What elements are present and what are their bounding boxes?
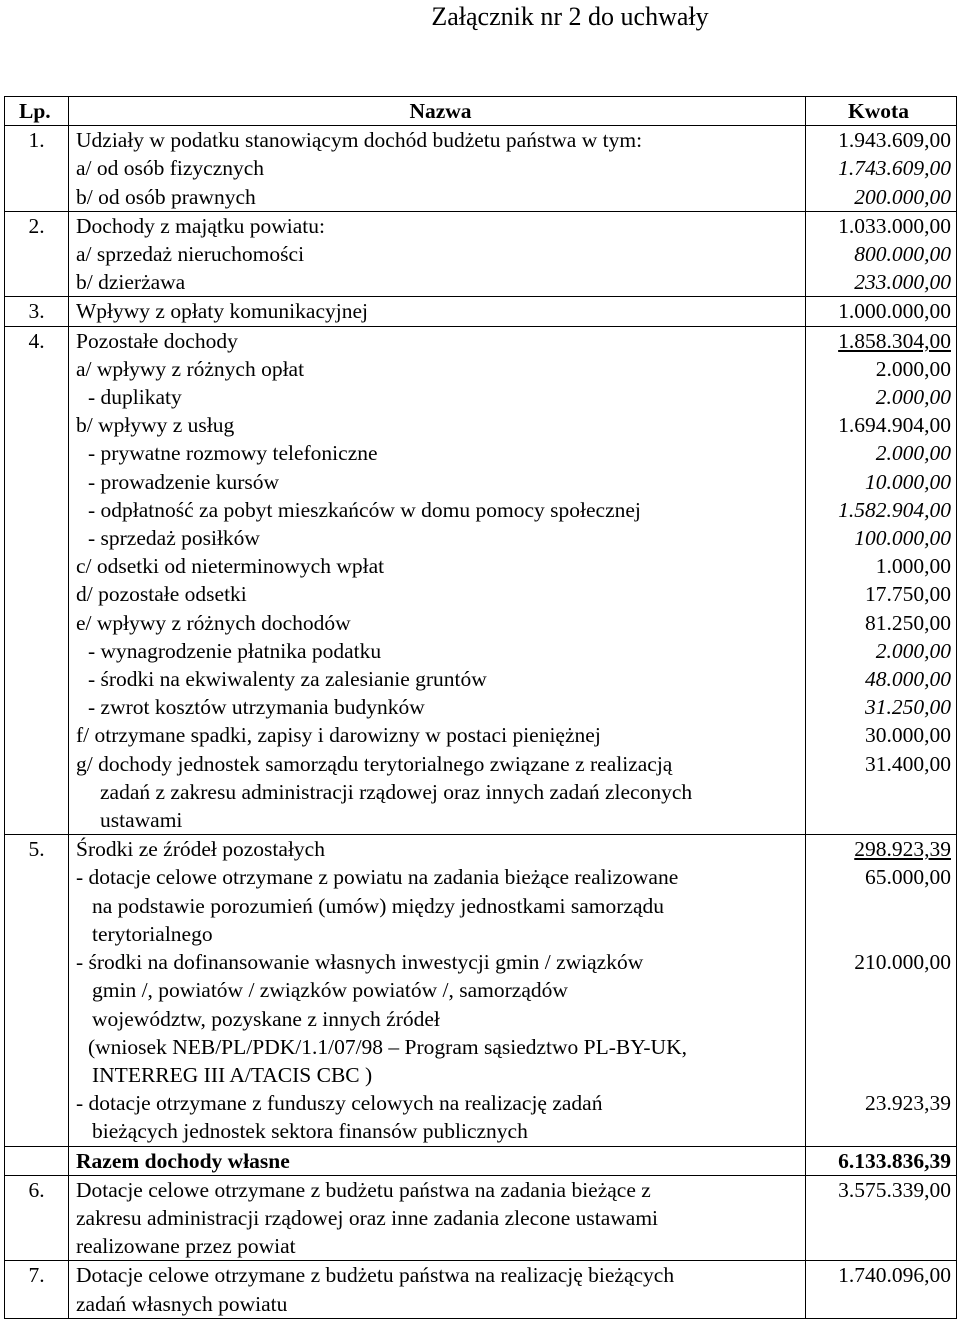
header-amount: Kwota — [806, 97, 957, 126]
amount-value — [806, 778, 951, 806]
row-description — [69, 1146, 806, 1175]
description-line: b/ od osób prawnych — [76, 184, 256, 209]
row-description — [69, 835, 806, 1146]
amount-value: 2.000,00 — [875, 441, 951, 466]
row-description — [69, 1175, 806, 1261]
amount-value: 210.000,00 — [854, 950, 951, 975]
description-line: c/ odsetki od nieterminowych wpłat — [76, 554, 385, 579]
amount-value: 1.582.904,00 — [838, 497, 951, 522]
revenue-table — [4, 96, 957, 1319]
header-name: Nazwa — [69, 97, 806, 126]
amount-value — [806, 1204, 951, 1232]
table-header-row — [5, 97, 957, 126]
row-amounts — [806, 126, 957, 212]
amount-value: 81.250,00 — [865, 610, 951, 635]
description-line: a/ wpływy z różnych opłat — [76, 356, 305, 381]
description-line: - wynagrodzenie płatnika podatku — [88, 638, 382, 663]
description-line: Dotacje celowe otrzymane z budżetu państwa na zadania bieżące z — [76, 1177, 651, 1202]
table-row — [5, 1146, 957, 1175]
table-row — [5, 1261, 957, 1318]
amount-value: 31.400,00 — [865, 751, 951, 776]
table-row — [5, 835, 957, 1146]
description-line: a/ od osób fizycznych — [76, 156, 265, 181]
row-number: 1. — [5, 126, 69, 212]
amount-value — [806, 976, 951, 1004]
amount-value: 23.923,39 — [865, 1091, 951, 1116]
row-amounts — [806, 326, 957, 835]
description-line: województw, pozyskane z innych źródeł — [92, 1006, 440, 1031]
description-line: - odpłatność za pobyt mieszkańców w domu pomocy społecznej — [88, 497, 641, 522]
description-line: - zwrot kosztów utrzymania budynków — [88, 695, 425, 720]
row-number: 4. — [5, 326, 69, 835]
description-line: zadań z zakresu administracji rządowej oraz innych zadań zleconych — [100, 779, 693, 804]
row-number: 2. — [5, 211, 69, 297]
amount-value — [806, 1005, 951, 1033]
description-line: e/ wpływy z różnych dochodów — [76, 610, 351, 635]
amount-value: 2.000,00 — [875, 356, 951, 381]
row-amounts — [806, 297, 957, 326]
description-line: zakresu administracji rządowej oraz inne zadania zlecone ustawami — [76, 1205, 659, 1230]
description-line: realizowane przez powiat — [76, 1234, 296, 1259]
description-line: d/ pozostałe odsetki — [76, 582, 247, 607]
description-line: INTERREG III A/TACIS CBC ) — [92, 1062, 373, 1087]
description-line: b/ dzierżawa — [76, 270, 186, 295]
description-line: - sprzedaż posiłków — [88, 526, 260, 551]
amount-value: 1.858.304,00 — [838, 328, 951, 353]
description-line: - prowadzenie kursów — [88, 469, 280, 494]
amount-value — [806, 920, 951, 948]
row-number: 5. — [5, 835, 69, 1146]
row-description — [69, 126, 806, 212]
row-number: 6. — [5, 1175, 69, 1261]
row-amounts — [806, 1146, 957, 1175]
description-line: Dotacje celowe otrzymane z budżetu państwa na realizację bieżących — [76, 1263, 675, 1288]
amount-value: 30.000,00 — [865, 723, 951, 748]
row-amounts — [806, 1261, 957, 1318]
amount-value: 100.000,00 — [854, 526, 951, 551]
amount-value — [806, 1117, 951, 1145]
row-amounts — [806, 1175, 957, 1261]
amount-value: 1.033.000,00 — [838, 213, 951, 238]
amount-value: 233.000,00 — [854, 270, 951, 295]
description-line: Razem dochody własne — [76, 1148, 290, 1173]
amount-value: 3.575.339,00 — [838, 1177, 951, 1202]
amount-value: 2.000,00 — [875, 638, 951, 663]
description-line: f/ otrzymane spadki, zapisy i darowizny w postaci pieniężnej — [76, 723, 601, 748]
table-row — [5, 126, 957, 212]
header-lp: Lp. — [5, 97, 69, 126]
row-amounts — [806, 211, 957, 297]
description-line: - dotacje celowe otrzymane z powiatu na zadania bieżące realizowane — [76, 865, 679, 890]
description-line: - prywatne rozmowy telefoniczne — [88, 441, 378, 466]
row-number: 7. — [5, 1261, 69, 1318]
amount-value: 1.000,00 — [875, 554, 951, 579]
amount-value — [806, 1033, 951, 1061]
amount-value — [806, 1232, 951, 1260]
description-line: Pozostałe dochody — [76, 328, 238, 353]
description-line: gmin /, powiatów / związków powiatów /, samorządów — [92, 978, 568, 1003]
table-row — [5, 1175, 957, 1261]
description-line: ustawami — [100, 808, 183, 833]
amount-value — [806, 1061, 951, 1089]
description-line: Dochody z majątku powiatu: — [76, 213, 325, 238]
row-number: 3. — [5, 297, 69, 326]
description-line: a/ sprzedaż nieruchomości — [76, 242, 305, 267]
amount-value: 1.743.609,00 — [838, 156, 951, 181]
amount-value: 298.923,39 — [854, 837, 951, 862]
row-description — [69, 1261, 806, 1318]
amount-value: 48.000,00 — [865, 667, 951, 692]
table-row — [5, 211, 957, 297]
description-line: Wpływy z opłaty komunikacyjnej — [76, 299, 368, 324]
description-line: Środki ze źródeł pozostałych — [76, 837, 325, 862]
amount-value: 10.000,00 — [865, 469, 951, 494]
amount-value: 1.943.609,00 — [838, 128, 951, 153]
table-row — [5, 326, 957, 835]
amount-value: 1.740.096,00 — [838, 1263, 951, 1288]
row-description — [69, 297, 806, 326]
row-number — [5, 1146, 69, 1175]
description-line: g/ dochody jednostek samorządu terytorialnego związane z realizacją — [76, 751, 673, 776]
description-line: - środki na dofinansowanie własnych inwestycji gmin / związków — [76, 950, 644, 975]
amount-value: 800.000,00 — [854, 242, 951, 267]
description-line: b/ wpływy z usług — [76, 413, 235, 438]
description-line: - duplikaty — [88, 385, 182, 410]
description-line: Udziały w podatku stanowiącym dochód budżetu państwa w tym: — [76, 128, 643, 153]
description-line: na podstawie porozumień (umów) między jednostkami samorządu — [92, 893, 664, 918]
row-description — [69, 326, 806, 835]
amount-value: 2.000,00 — [875, 385, 951, 410]
amount-value — [806, 1290, 951, 1318]
description-line: bieżących jednostek sektora finansów publicznych — [92, 1119, 528, 1144]
amount-value: 1.694.904,00 — [838, 413, 951, 438]
description-line: (wniosek NEB/PL/PDK/1.1/07/98 – Program sąsiedztwo PL-BY-UK, — [88, 1034, 687, 1059]
amount-value — [806, 806, 951, 834]
amount-value — [806, 892, 951, 920]
amount-value: 1.000.000,00 — [838, 299, 951, 324]
amount-value: 65.000,00 — [865, 865, 951, 890]
description-line: terytorialnego — [92, 921, 213, 946]
row-amounts — [806, 835, 957, 1146]
table-row — [5, 297, 957, 326]
description-line: zadań własnych powiatu — [76, 1291, 288, 1316]
amount-value: 6.133.836,39 — [838, 1148, 951, 1173]
amount-value: 17.750,00 — [865, 582, 951, 607]
amount-value: 31.250,00 — [865, 695, 951, 720]
description-line: - środki na ekwiwalenty za zalesianie gruntów — [88, 667, 487, 692]
amount-value: 200.000,00 — [854, 184, 951, 209]
row-description — [69, 211, 806, 297]
revenue-table-body — [5, 97, 957, 1319]
description-line: - dotacje otrzymane z funduszy celowych na realizację zadań — [76, 1091, 603, 1116]
document-title: Załącznik nr 2 do uchwały — [431, 2, 709, 31]
